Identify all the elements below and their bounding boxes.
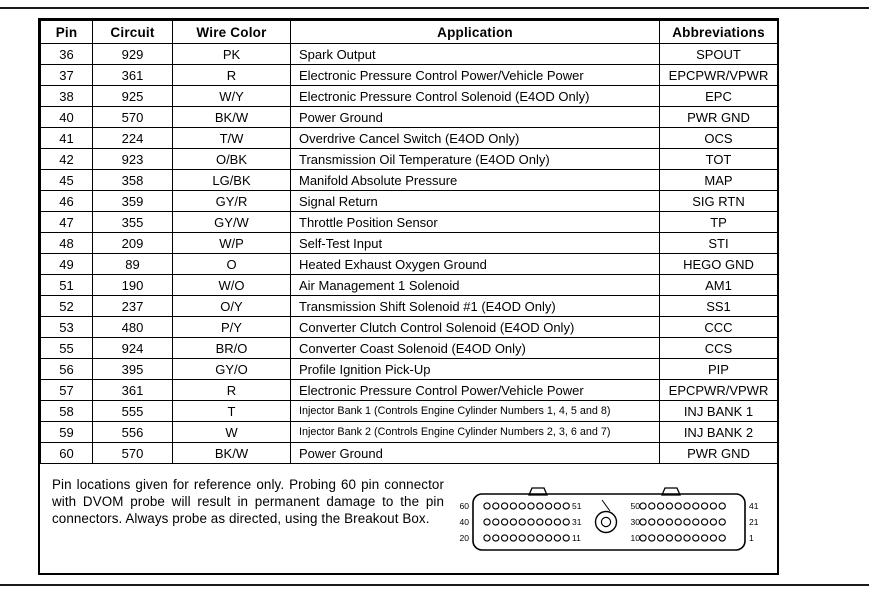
pin-cell: 56: [41, 359, 93, 380]
application-cell: Electronic Pressure Control Power/Vehicle Power: [291, 380, 660, 401]
connector-pin: [639, 518, 645, 524]
connector-pin: [648, 502, 654, 508]
table-row: [41, 107, 778, 128]
connector-pin: [710, 502, 716, 508]
table-row: [41, 254, 778, 275]
connector-pin: [545, 534, 551, 540]
page-border-top: [0, 7, 869, 9]
circuit-cell: 480: [93, 317, 173, 338]
connector-pin: [492, 502, 498, 508]
circuit-cell: 361: [93, 65, 173, 86]
table-row: [41, 422, 778, 443]
pin-cell: 58: [41, 401, 93, 422]
connector-pin-label: 1: [748, 532, 754, 543]
connector-pin: [683, 502, 689, 508]
connector-pin-label: 60: [459, 500, 469, 511]
connector-pin-label: 41: [748, 500, 758, 511]
connector-pin: [719, 534, 725, 540]
connector-pin: [527, 502, 533, 508]
pinout-table: [40, 20, 778, 464]
table-row: [41, 359, 778, 380]
application-cell: Manifold Absolute Pressure: [291, 170, 660, 191]
application-cell: Self-Test Input: [291, 233, 660, 254]
circuit-cell: 570: [93, 107, 173, 128]
connector-pin-label: 40: [459, 516, 469, 527]
connector-pin: [657, 502, 663, 508]
connector-pin: [501, 518, 507, 524]
wire-color-cell: LG/BK: [173, 170, 291, 191]
application-cell: Power Ground: [291, 443, 660, 464]
table-row: [41, 443, 778, 464]
application-cell: Converter Clutch Control Solenoid (E4OD Only): [291, 317, 660, 338]
table-row: [41, 212, 778, 233]
application-cell: Injector Bank 1 (Controls Engine Cylinder Numbers 1, 4, 5 and 8): [291, 401, 660, 422]
abbreviation-cell: MAP: [660, 170, 778, 191]
connector-pin: [492, 534, 498, 540]
abbreviation-cell: SIG RTN: [660, 191, 778, 212]
connector-pin: [639, 534, 645, 540]
col-header-circuit: Circuit: [93, 21, 173, 44]
connector-pin: [536, 502, 542, 508]
pin-cell: 45: [41, 170, 93, 191]
connector-mounting-hole-inner: [601, 517, 610, 526]
pinout-table-header: [41, 21, 778, 44]
wire-color-cell: O: [173, 254, 291, 275]
connector-diagram: [453, 483, 773, 557]
pin-cell: 47: [41, 212, 93, 233]
connector-pin: [483, 518, 489, 524]
abbreviation-cell: TOT: [660, 149, 778, 170]
wire-color-cell: W/Y: [173, 86, 291, 107]
pin-cell: 42: [41, 149, 93, 170]
connector-pin: [719, 518, 725, 524]
connector-pin: [554, 518, 560, 524]
circuit-cell: 555: [93, 401, 173, 422]
pin-cell: 53: [41, 317, 93, 338]
abbreviation-cell: INJ BANK 2: [660, 422, 778, 443]
connector-pin: [510, 534, 516, 540]
wire-color-cell: T: [173, 401, 291, 422]
connector-pin: [683, 518, 689, 524]
application-cell: Spark Output: [291, 44, 660, 65]
abbreviation-cell: EPCPWR/VPWR: [660, 380, 778, 401]
circuit-cell: 359: [93, 191, 173, 212]
connector-pin: [483, 502, 489, 508]
abbreviation-cell: CCS: [660, 338, 778, 359]
circuit-cell: 556: [93, 422, 173, 443]
table-row: [41, 65, 778, 86]
connector-pin: [554, 502, 560, 508]
wire-color-cell: O/BK: [173, 149, 291, 170]
circuit-cell: 923: [93, 149, 173, 170]
application-cell: Power Ground: [291, 107, 660, 128]
wire-color-cell: T/W: [173, 128, 291, 149]
wire-color-cell: R: [173, 380, 291, 401]
circuit-cell: 358: [93, 170, 173, 191]
connector-pin: [510, 502, 516, 508]
connector-pin: [501, 502, 507, 508]
col-header-pin: Pin: [41, 21, 93, 44]
table-row: [41, 170, 778, 191]
connector-pin: [692, 502, 698, 508]
connector-mounting-hole: [595, 511, 616, 532]
application-cell: Signal Return: [291, 191, 660, 212]
connector-pin: [483, 534, 489, 540]
pinout-table-body: [41, 44, 778, 464]
wire-color-cell: BR/O: [173, 338, 291, 359]
application-cell: Air Management 1 Solenoid: [291, 275, 660, 296]
pin-cell: 52: [41, 296, 93, 317]
application-cell: Overdrive Cancel Switch (E4OD Only): [291, 128, 660, 149]
abbreviation-cell: CCC: [660, 317, 778, 338]
table-row: [41, 233, 778, 254]
wire-color-cell: P/Y: [173, 317, 291, 338]
pin-cell: 38: [41, 86, 93, 107]
pin-cell: 46: [41, 191, 93, 212]
table-row: [41, 380, 778, 401]
abbreviation-cell: OCS: [660, 128, 778, 149]
pin-cell: 40: [41, 107, 93, 128]
table-row: [41, 44, 778, 65]
pinout-panel: [38, 18, 779, 575]
wire-color-cell: PK: [173, 44, 291, 65]
table-row: [41, 191, 778, 212]
abbreviation-cell: EPC: [660, 86, 778, 107]
application-cell: Transmission Oil Temperature (E4OD Only): [291, 149, 660, 170]
wire-color-cell: W/P: [173, 233, 291, 254]
connector-pin: [657, 534, 663, 540]
connector-pin: [648, 534, 654, 540]
application-cell: Heated Exhaust Oxygen Ground: [291, 254, 660, 275]
connector-pin: [536, 534, 542, 540]
connector-pin: [545, 518, 551, 524]
circuit-cell: 924: [93, 338, 173, 359]
pin-cell: 60: [41, 443, 93, 464]
pin-cell: 59: [41, 422, 93, 443]
connector-pin: [692, 518, 698, 524]
connector-pin: [527, 534, 533, 540]
connector-pin: [639, 502, 645, 508]
table-row: [41, 296, 778, 317]
pin-cell: 55: [41, 338, 93, 359]
connector-pin: [710, 518, 716, 524]
connector-pin: [675, 502, 681, 508]
pin-cell: 51: [41, 275, 93, 296]
connector-pin: [648, 518, 654, 524]
connector-pin: [701, 534, 707, 540]
connector-pin: [683, 534, 689, 540]
connector-pin: [519, 502, 525, 508]
pin-cell: 48: [41, 233, 93, 254]
table-row: [41, 275, 778, 296]
connector-pin: [492, 518, 498, 524]
connector-pin-label: 51: [571, 500, 581, 511]
connector-pin: [545, 502, 551, 508]
circuit-cell: 355: [93, 212, 173, 233]
connector-pin-label: 20: [459, 532, 469, 543]
connector-pin: [554, 534, 560, 540]
table-row: [41, 317, 778, 338]
connector-pin: [675, 534, 681, 540]
application-cell: Injector Bank 2 (Controls Engine Cylinder Numbers 2, 3, 6 and 7): [291, 422, 660, 443]
connector-pin-label: 10: [630, 532, 640, 543]
abbreviation-cell: PWR GND: [660, 107, 778, 128]
application-cell: Converter Coast Solenoid (E4OD Only): [291, 338, 660, 359]
connector-pin: [563, 518, 569, 524]
wire-color-cell: BK/W: [173, 443, 291, 464]
abbreviation-cell: INJ BANK 1: [660, 401, 778, 422]
wire-color-cell: BK/W: [173, 107, 291, 128]
wire-color-cell: GY/O: [173, 359, 291, 380]
connector-pin: [536, 518, 542, 524]
wire-color-cell: GY/W: [173, 212, 291, 233]
abbreviation-cell: SPOUT: [660, 44, 778, 65]
connector-pin-label: 31: [571, 516, 581, 527]
connector-pin: [563, 502, 569, 508]
application-cell: Electronic Pressure Control Solenoid (E4OD Only): [291, 86, 660, 107]
footer-section: [40, 464, 777, 573]
connector-pin: [501, 534, 507, 540]
abbreviation-cell: AM1: [660, 275, 778, 296]
application-cell: Transmission Shift Solenoid #1 (E4OD Only): [291, 296, 660, 317]
abbreviation-cell: SS1: [660, 296, 778, 317]
wire-color-cell: GY/R: [173, 191, 291, 212]
connector-pin: [701, 518, 707, 524]
connector-pin: [666, 518, 672, 524]
connector-pin: [510, 518, 516, 524]
abbreviation-cell: PIP: [660, 359, 778, 380]
circuit-cell: 237: [93, 296, 173, 317]
circuit-cell: 89: [93, 254, 173, 275]
abbreviation-cell: PWR GND: [660, 443, 778, 464]
connector-pin: [701, 502, 707, 508]
connector-pin-label: 50: [630, 500, 640, 511]
table-row: [41, 338, 778, 359]
circuit-cell: 224: [93, 128, 173, 149]
wire-color-cell: W: [173, 422, 291, 443]
col-header-wire-color: Wire Color: [173, 21, 291, 44]
table-row: [41, 401, 778, 422]
circuit-cell: 395: [93, 359, 173, 380]
pin-cell: 41: [41, 128, 93, 149]
pin-cell: 49: [41, 254, 93, 275]
connector-key-notch: [602, 500, 610, 511]
connector-pin: [710, 534, 716, 540]
circuit-cell: 929: [93, 44, 173, 65]
warning-note: Pin locations given for reference only. Probing 60 pin connector with DVOM probe will result in permanent damage to the pin connectors. Always probe as directed, using the Breakout Box.: [52, 477, 444, 526]
connector-pin: [692, 534, 698, 540]
abbreviation-cell: HEGO GND: [660, 254, 778, 275]
page-border-bottom: [0, 584, 869, 586]
circuit-cell: 925: [93, 86, 173, 107]
wire-color-cell: O/Y: [173, 296, 291, 317]
connector-pin: [527, 518, 533, 524]
col-header-abbreviations: Abbreviations: [660, 21, 778, 44]
circuit-cell: 209: [93, 233, 173, 254]
connector-diagram-container: [448, 464, 777, 573]
circuit-cell: 361: [93, 380, 173, 401]
circuit-cell: 190: [93, 275, 173, 296]
connector-pin: [666, 534, 672, 540]
application-cell: Profile Ignition Pick-Up: [291, 359, 660, 380]
connector-pin-label: 30: [630, 516, 640, 527]
pin-cell: 37: [41, 65, 93, 86]
header-row: [41, 21, 778, 44]
col-header-application: Application: [291, 21, 660, 44]
connector-pin-label: 21: [748, 516, 758, 527]
circuit-cell: 570: [93, 443, 173, 464]
connector-pin: [675, 518, 681, 524]
abbreviation-cell: EPCPWR/VPWR: [660, 65, 778, 86]
connector-pin: [519, 534, 525, 540]
application-cell: Electronic Pressure Control Power/Vehicle Power: [291, 65, 660, 86]
connector-pin: [563, 534, 569, 540]
abbreviation-cell: TP: [660, 212, 778, 233]
pin-cell: 57: [41, 380, 93, 401]
abbreviation-cell: STI: [660, 233, 778, 254]
connector-pin: [657, 518, 663, 524]
connector-pin: [666, 502, 672, 508]
pin-cell: 36: [41, 44, 93, 65]
connector-pin: [719, 502, 725, 508]
table-row: [41, 128, 778, 149]
table-row: [41, 149, 778, 170]
wire-color-cell: R: [173, 65, 291, 86]
connector-pin: [519, 518, 525, 524]
application-cell: Throttle Position Sensor: [291, 212, 660, 233]
wire-color-cell: W/O: [173, 275, 291, 296]
connector-pin-label: 11: [571, 532, 581, 543]
table-row: [41, 86, 778, 107]
